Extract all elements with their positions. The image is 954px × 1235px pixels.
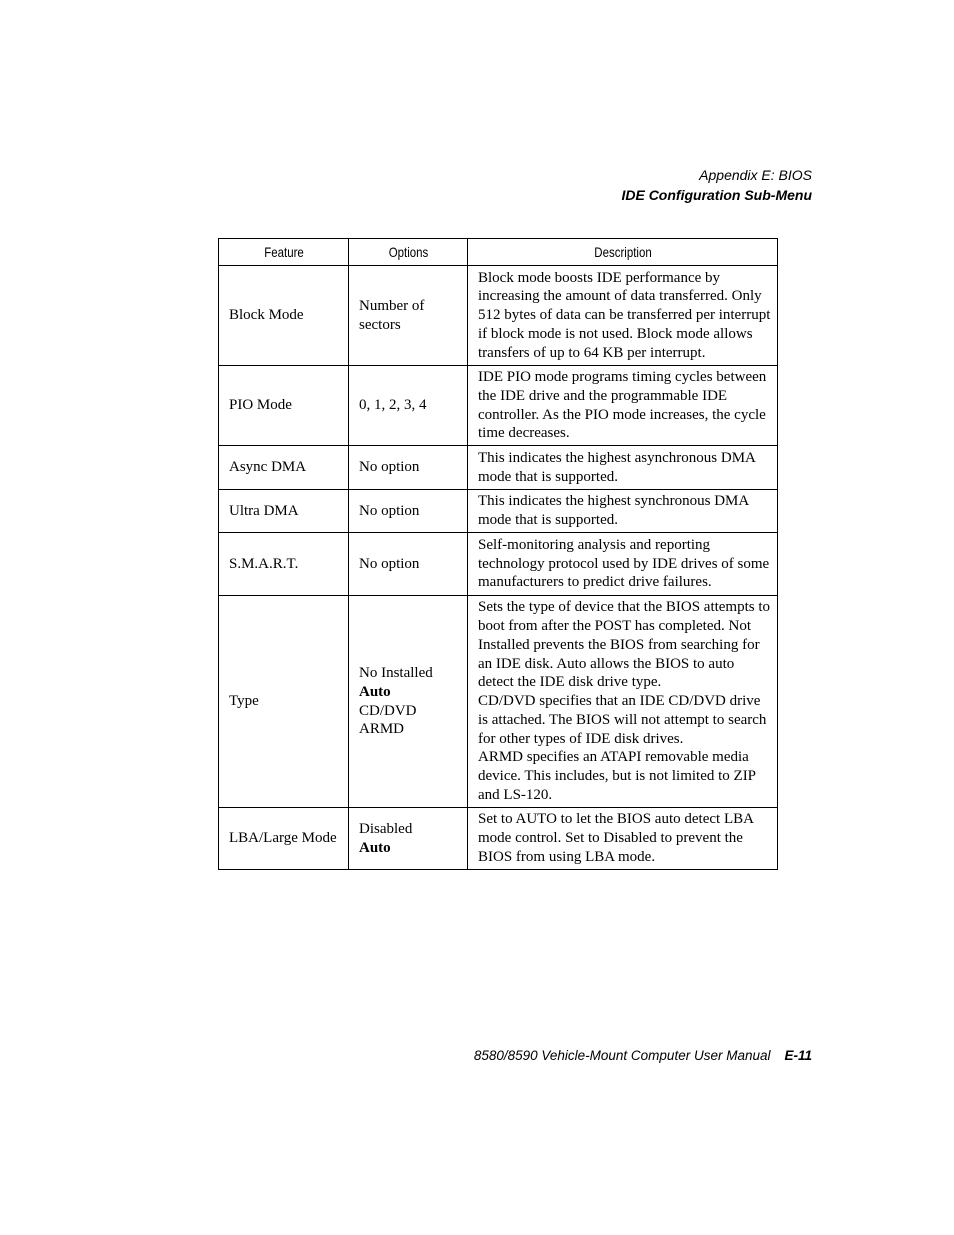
feature-cell: S.M.A.R.T. bbox=[219, 533, 349, 596]
table-header-row bbox=[219, 239, 778, 266]
option-value: No option bbox=[359, 555, 420, 572]
column-header-feature: Feature bbox=[230, 239, 337, 266]
options-cell bbox=[349, 366, 468, 446]
description-cell: Self-monitoring analysis and reporting technology protocol used by IDE drives of some manufacturers to predict drive failures. bbox=[468, 533, 778, 596]
table-row bbox=[219, 596, 778, 808]
feature-cell: Async DMA bbox=[219, 446, 349, 490]
description-paragraph: Sets the type of device that the BIOS attempts to boot from after the POST has completed. Not Installed prevents the BIOS from searching for an IDE disk. Auto allows the BIOS to auto detect the IDE disk drive type. bbox=[478, 599, 771, 691]
description-paragraph: ARMD specifies an ATAPI removable media device. This includes, but is not limited to ZIP and LS-120. bbox=[478, 749, 756, 803]
running-header-chapter: Appendix E: BIOS bbox=[699, 167, 812, 183]
description-cell: Block mode boosts IDE performance by increasing the amount of data transferred. Only 512 bytes of data can be transferred per interrupt if block mode is not used. Block mode allows transfers of up to 64 KB per interrupt. bbox=[468, 266, 778, 366]
description-cell: IDE PIO mode programs timing cycles between the IDE drive and the programmable IDE controller. As the PIO mode increases, the cycle time decreases. bbox=[468, 366, 778, 446]
running-header-section: IDE Configuration Sub-Menu bbox=[621, 187, 812, 203]
option-value: No Installed bbox=[359, 665, 433, 681]
footer-manual-title: 8580/8590 Vehicle-Mount Computer User Manual bbox=[473, 1048, 771, 1063]
options-cell bbox=[349, 490, 468, 533]
description-cell: Set to AUTO to let the BIOS auto detect LBA mode control. Set to Disabled to prevent the BIOS from using LBA mode. bbox=[468, 808, 778, 870]
description-paragraph: CD/DVD specifies that an IDE CD/DVD drive is attached. The BIOS will not attempt to search for other types of IDE disk drives. bbox=[478, 693, 767, 747]
feature-cell: Ultra DMA bbox=[219, 490, 349, 533]
description-cell bbox=[468, 596, 778, 808]
table-row bbox=[219, 490, 778, 533]
option-value: 0, 1, 2, 3, 4 bbox=[359, 397, 427, 414]
table-row bbox=[219, 366, 778, 446]
column-header-description: Description bbox=[495, 239, 749, 266]
table-row bbox=[219, 266, 778, 366]
option-value: Number of sectors bbox=[359, 297, 425, 333]
description-cell: This indicates the highest asynchronous DMA mode that is supported. bbox=[468, 446, 778, 490]
table-row bbox=[219, 808, 778, 870]
footer-page-number: E-11 bbox=[784, 1048, 812, 1063]
feature-cell: PIO Mode bbox=[219, 366, 349, 446]
table-body bbox=[219, 266, 778, 870]
options-cell bbox=[349, 808, 468, 870]
column-header-options: Options bbox=[359, 239, 457, 266]
option-value: Auto bbox=[359, 839, 391, 856]
option-value: CD/DVD bbox=[359, 702, 417, 719]
option-value: No option bbox=[359, 502, 420, 519]
description-cell: This indicates the highest synchronous DMA mode that is supported. bbox=[468, 490, 778, 533]
option-value: Disabled bbox=[359, 820, 413, 837]
feature-cell: Type bbox=[219, 596, 349, 808]
options-cell bbox=[349, 533, 468, 596]
options-cell bbox=[349, 596, 468, 808]
option-value: Auto bbox=[359, 683, 391, 700]
options-cell bbox=[349, 446, 468, 490]
table-row bbox=[219, 446, 778, 490]
ide-configuration-table bbox=[218, 238, 778, 870]
feature-cell: LBA/Large Mode bbox=[219, 808, 349, 870]
option-value: ARMD bbox=[359, 721, 405, 738]
options-cell bbox=[349, 266, 468, 366]
page-footer bbox=[474, 1048, 812, 1063]
feature-cell: Block Mode bbox=[219, 266, 349, 366]
option-value: No option bbox=[359, 459, 420, 476]
table-row bbox=[219, 533, 778, 596]
